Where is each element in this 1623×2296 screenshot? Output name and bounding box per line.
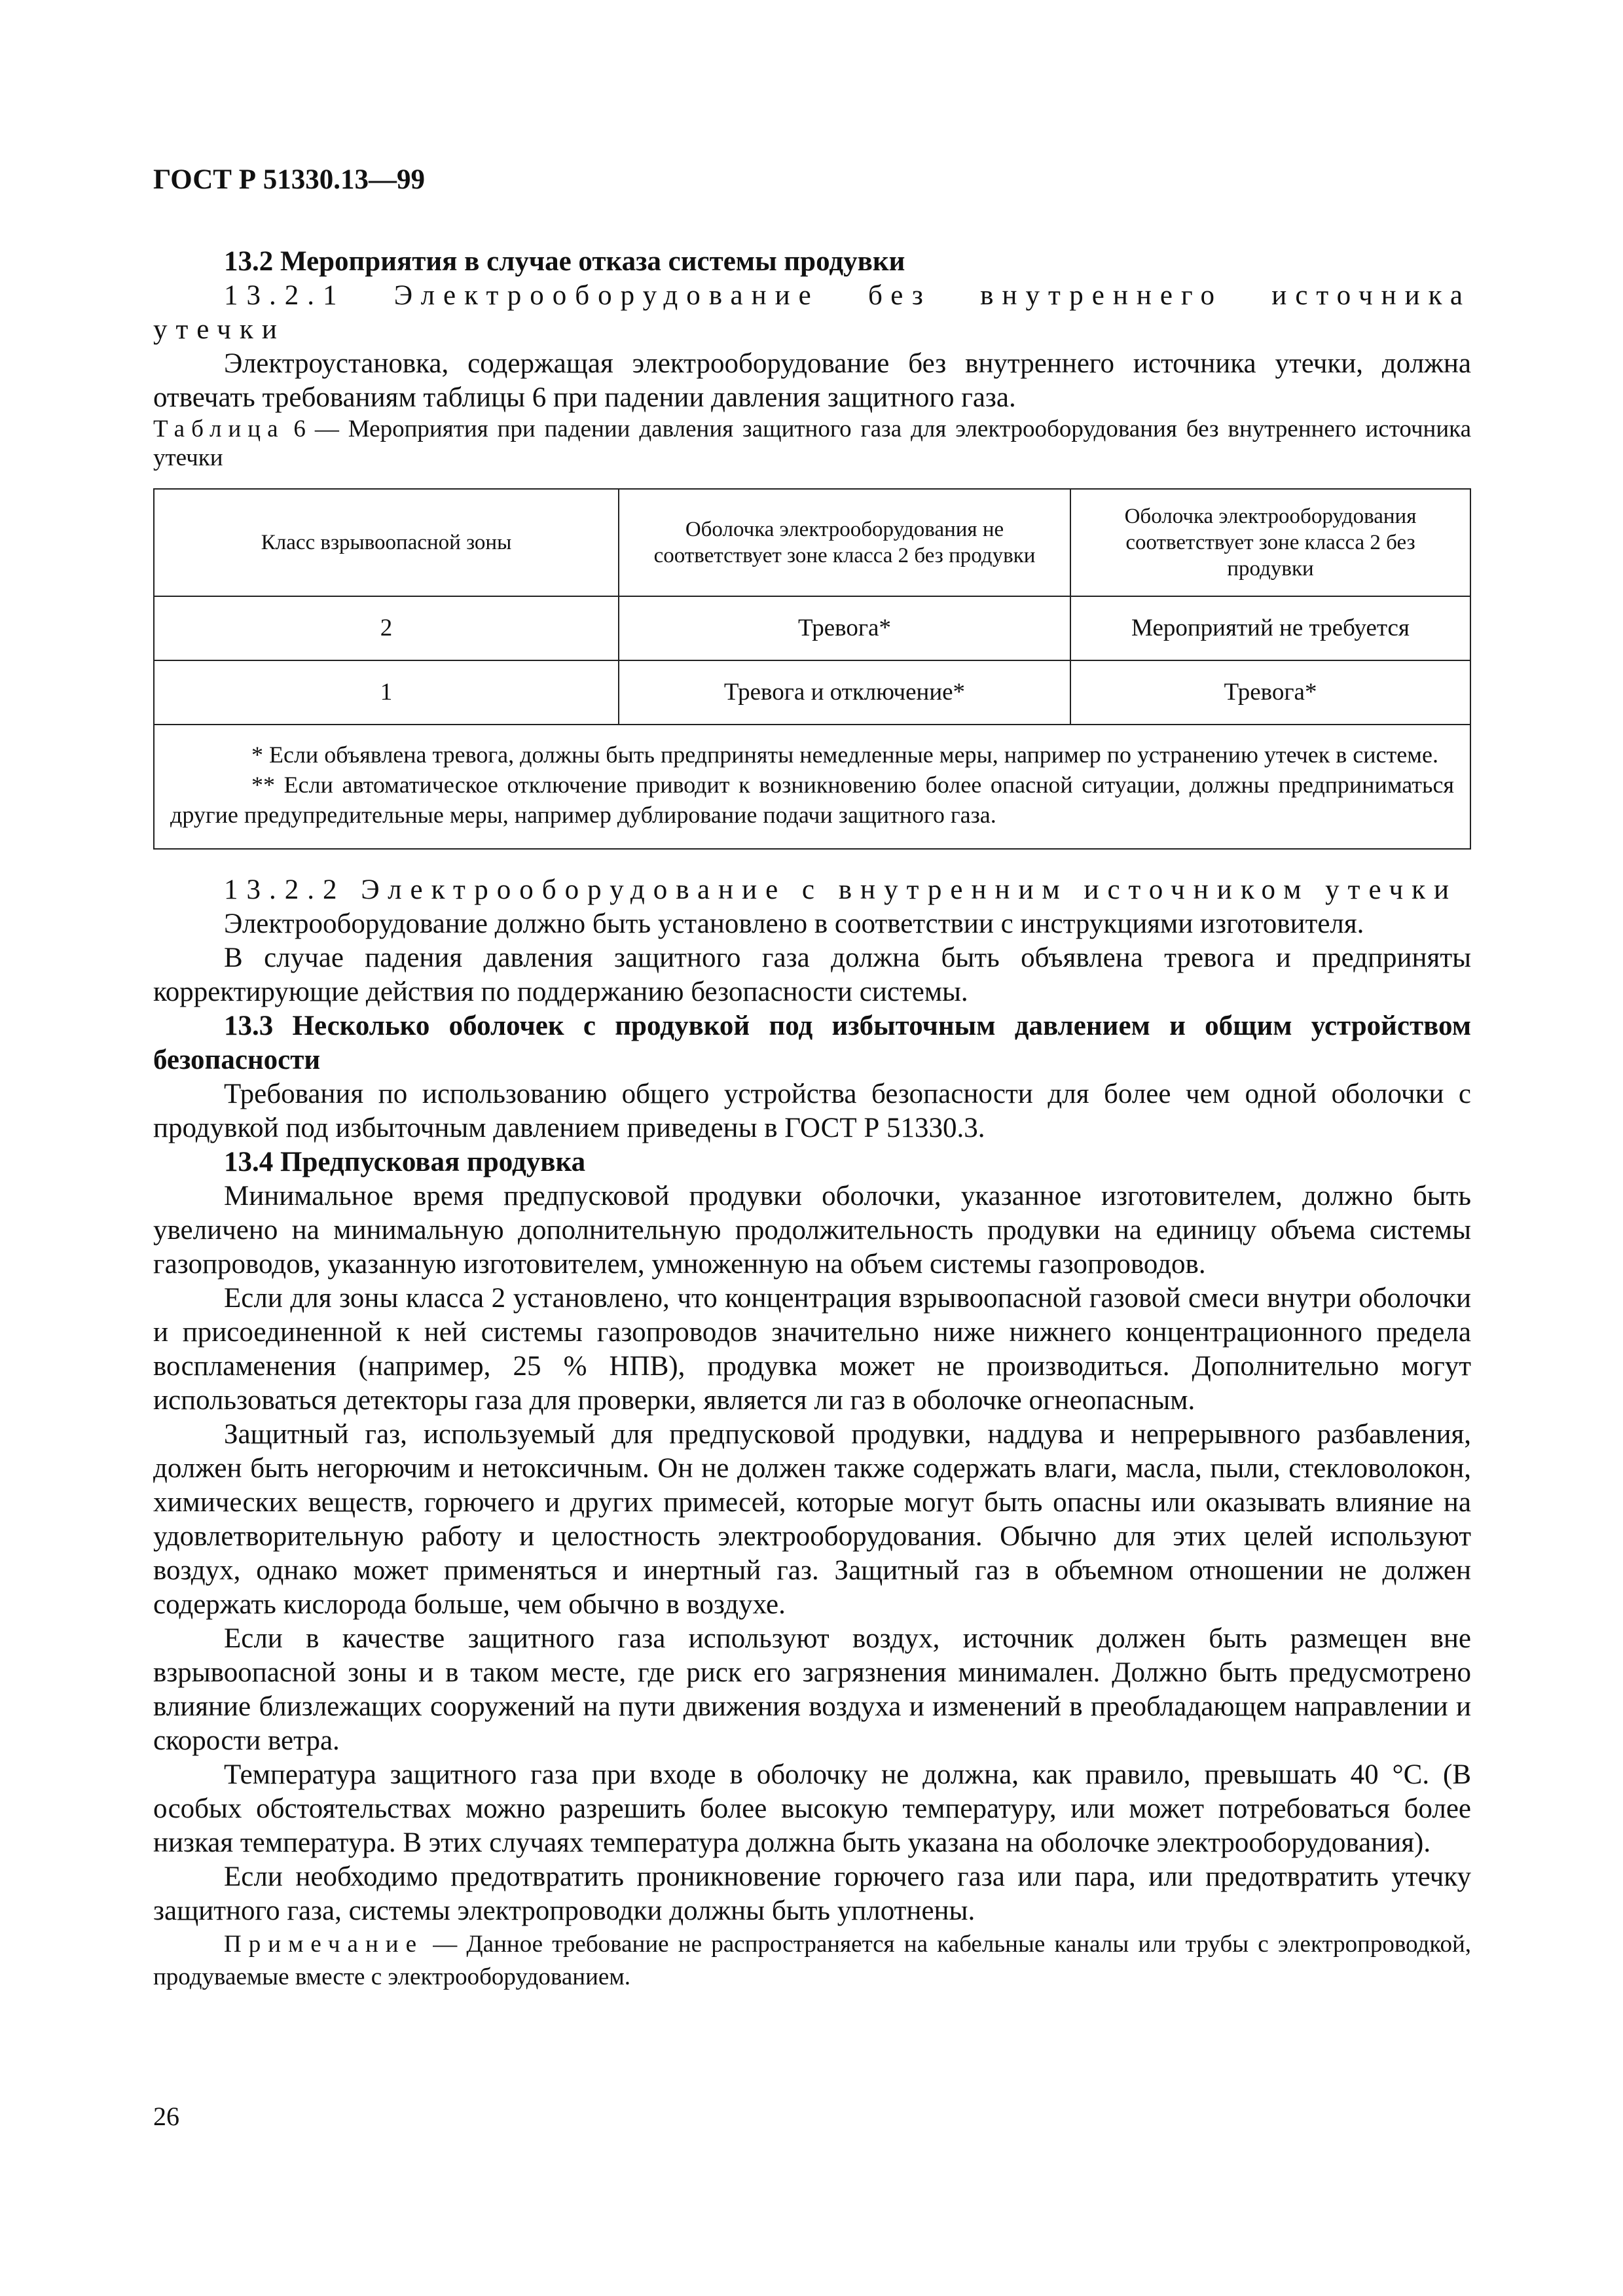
section-13-2-1-text: Электроустановка, содержащая электрооборудование без внутреннего источника утечки, должна отвечать требованиям таблицы 6 при падении давления защитного газа. [153, 348, 1471, 413]
note [153, 1928, 1471, 1994]
page-number: 26 [153, 2102, 179, 2131]
section-13-3-para-1: Требования по использованию общего устройства безопасности для более чем одной оболочки с продувкой под избыточным давлением приведены в ГОСТ Р 51330.3. [153, 1079, 1471, 1143]
after-table-section [153, 873, 1471, 1994]
section-13-2-2-title [153, 873, 1471, 907]
section-13-2-1-title-text: 13.2.1 Электрооборудование без внутреннего источника утечки [153, 280, 1471, 345]
table-cell: Тревога* [1070, 660, 1470, 725]
table-cell: Тревога и отключение* [619, 660, 1070, 725]
section-13-4-para-2: Если для зоны класса 2 установлено, что концентрация взрывоопасной газовой смеси внутри оболочки и присоединенной к ней системы газопроводов значительно ниже нижнего концентрационного предела воспламенения (например, 25 % НПВ), продувка может не производиться. Дополнительно могут использоваться детекторы газа для проверки, является ли газ в оболочке огнеопасным. [153, 1283, 1471, 1416]
section-13-4-para-6: Если необходимо предотвратить проникновение горючего газа или пара, или предотвратить утечку защитного газа, системы электропроводки должны быть уплотнены. [153, 1861, 1471, 1926]
table-header-zone-class: Класс взрывоопасной зоны [154, 489, 619, 596]
note-text: — Данное требование не распространяется на кабельные каналы или трубы с электропроводкой, продуваемые вместе с электрооборудованием. [153, 1931, 1471, 1990]
document-code-header: ГОСТ Р 51330.13—99 [153, 164, 426, 195]
table-6-caption-label: Таблица [153, 416, 285, 442]
table-6-caption-text: 6 — Мероприятия при падении давления защитного газа для электрооборудования без внутреннего источника утечки [153, 416, 1472, 471]
table-header-row [154, 489, 1470, 596]
page-content [153, 245, 1471, 1994]
table-cell: Мероприятий не требуется [1070, 596, 1470, 660]
table-header-not-compliant: Оболочка электрооборудования не соответствует зоне класса 2 без продувки [619, 489, 1070, 596]
table-cell: 2 [154, 596, 619, 660]
section-13-2-2-para-1: Электрооборудование должно быть установлено в соответствии с инструкциями изготовителя. [224, 908, 1364, 939]
note-label: Примечание [224, 1931, 424, 1958]
table-cell: 1 [154, 660, 619, 725]
section-13-2-1-title [153, 279, 1471, 347]
table-cell: Тревога* [619, 596, 1070, 660]
table-footnote-2: ** Если автоматическое отключение приводит к возникновению более опасной ситуации, должны предприниматься другие предупредительные меры, например дублирование подачи защитного газа. [170, 772, 1454, 828]
section-13-2-2-para-2: В случае падения давления защитного газа должна быть объявлена тревога и предприняты корректирующие действия по поддержанию безопасности системы. [153, 942, 1471, 1007]
section-13-4-para-3: Защитный газ, используемый для предпусковой продувки, наддува и непрерывного разбавления, должен быть негорючим и нетоксичным. Он не должен также содержать влаги, масла, пыли, стекловолокон, химических веществ, горючего и других примесей, которые могут быть опасны или оказывать влияние на удовлетворительную работу и целостность электрооборудования. Обычно для этих целей используют воздух, однако может применяться и инертный газ. Защитный газ в объемном отношении не должен содержать кислорода больше, чем обычно в воздухе. [153, 1419, 1471, 1620]
section-13-3-title: 13.3 Несколько оболочек с продувкой под избыточным давлением и общим устройством безопасности [153, 1011, 1471, 1075]
section-13-4-title: 13.4 Предпусковая продувка [224, 1147, 586, 1177]
table-6-caption [153, 415, 1471, 473]
table-footnote-1: * Если объявлена тревога, должны быть предприняты немедленные меры, например по устранению утечек в системе. [251, 742, 1438, 768]
section-13-4-para-4: Если в качестве защитного газа используют воздух, источник должен быть размещен вне взрывоопасной зоны и в таком месте, где риск его загрязнения минимален. Должно быть предусмотрено влияние близлежащих сооружений на пути движения воздуха и изменений в преобладающем направлении и скорости ветра. [153, 1623, 1471, 1756]
section-13-2-2-title-text: 13.2.2 Электрооборудование с внутренним источником утечки [224, 874, 1458, 905]
section-13-4-para-5: Температура защитного газа при входе в оболочку не должна, как правило, превышать 40 °С. (В особых обстоятельствах можно разрешить более высокую температуру, или может потребоваться более низкая температура. В этих случаях температура должна быть указана на оболочке электрооборудования). [153, 1759, 1471, 1858]
table-header-compliant: Оболочка электрооборудования соответствует зоне класса 2 без продувки [1070, 489, 1470, 596]
table-footnotes [154, 725, 1470, 849]
section-13-4-para-1: Минимальное время предпусковой продувки оболочки, указанное изготовителем, должно быть увеличено на минимальную дополнительную продолжительность продувки на единицу объема системы газопроводов, указанную изготовителем, умноженную на объем системы газопроводов. [153, 1181, 1471, 1280]
table-6 [153, 488, 1471, 850]
table-footnotes-row [154, 725, 1470, 849]
table-row [154, 596, 1470, 660]
section-13-2-title: 13.2 Мероприятия в случае отказа системы продувки [224, 246, 905, 277]
table-row [154, 660, 1470, 725]
